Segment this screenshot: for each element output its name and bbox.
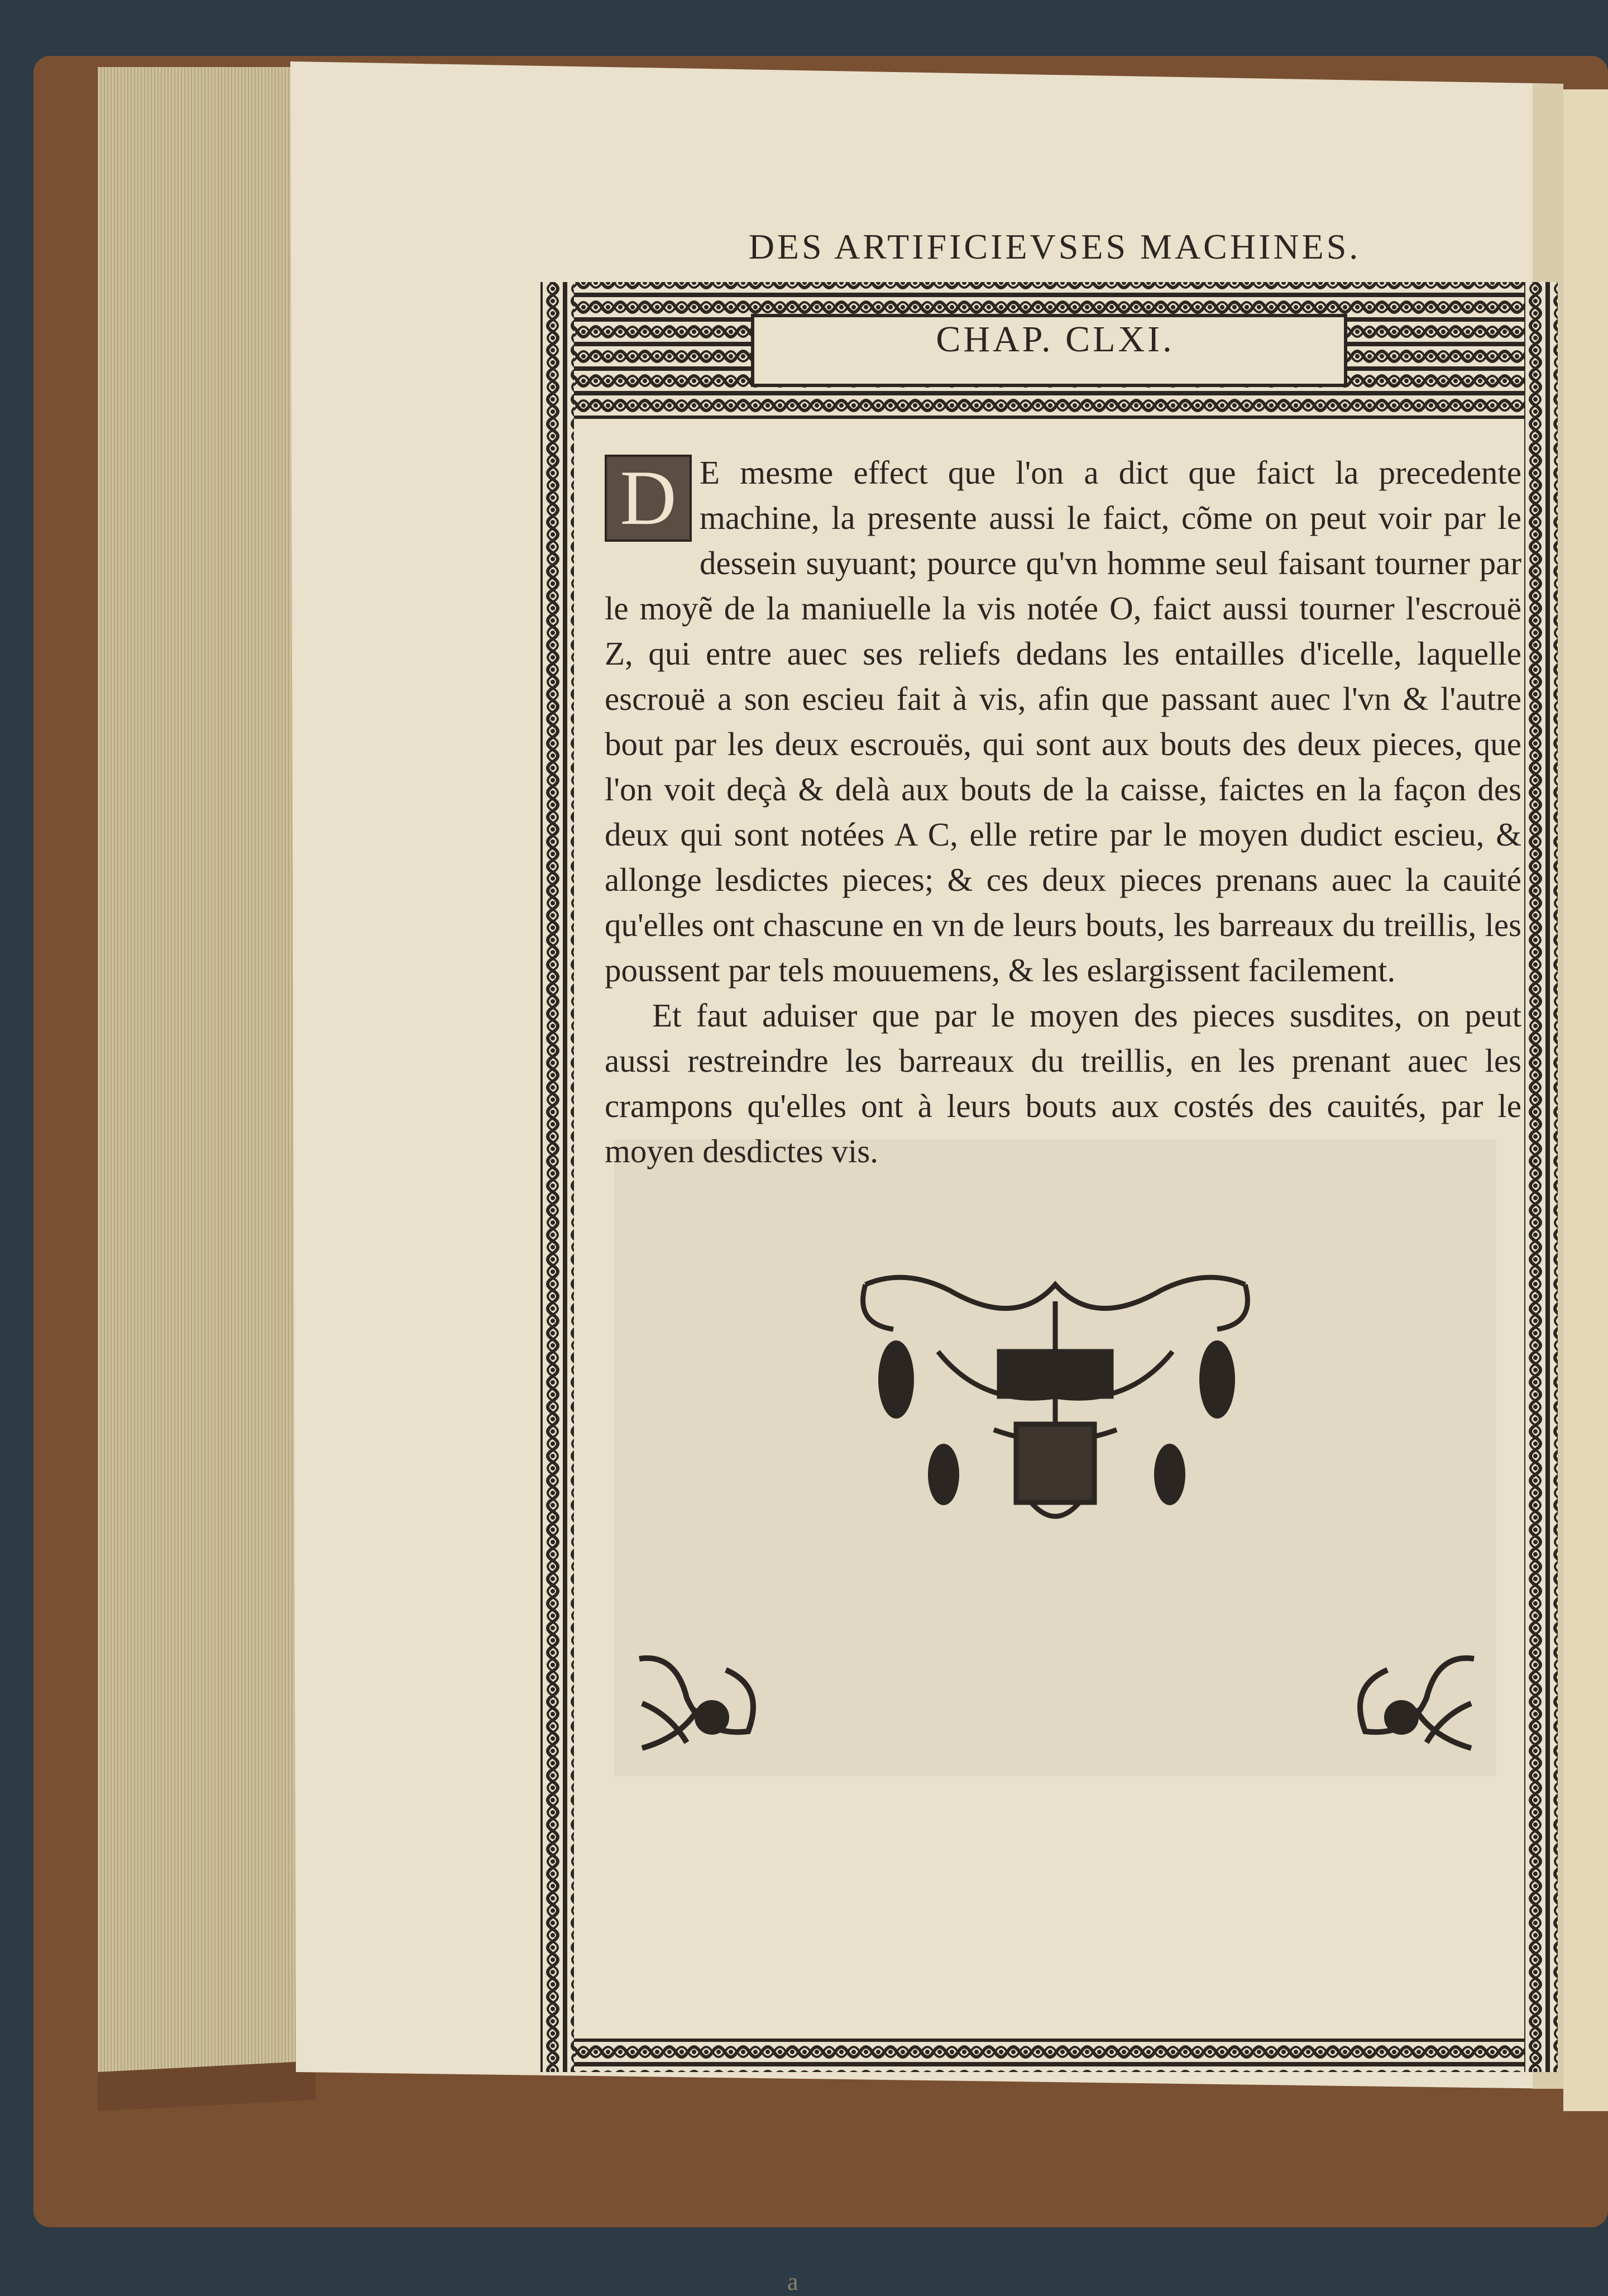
border-top-inner (540, 385, 1558, 419)
page-edges (98, 67, 315, 2072)
paragraph-1 (605, 450, 1521, 993)
drop-cap: D (605, 455, 692, 542)
border-top-outer (540, 282, 1558, 316)
paragraph-1-text: E mesme effect que l'on a dict que faict la precedente machine, la presente aussi le faict, cõme on peut voir par le dessein suyuant; pource qu'vn homme seul faisant tourner par le moyẽ de la maniuelle la vis notée O, faict aussi tourner l'escrouë Z, qui entre auec ses reliefs dedans les entailles d'icelle, laquelle escrouë a son escieu fait à vis, afin que passant auec l'vn & l'autre bout par les deux escrouës, qui sont aux bouts des deux pieces, que l'on voit deçà & delà aux bouts de la caisse, faictes en la façon des deux qui sont notées A C, elle retire par le moyen dudict escieu, & allonge lesdictes pieces; & ces deux pieces prenans auec la cauité qu'elles ont chascune en vn de leurs bouts, les barreaux du treillis, les poussent par tels mouuemens, & les eslargissent facilement. (605, 454, 1521, 989)
border-left (540, 282, 574, 2072)
running-head: DES ARTIFICIEVSES MACHINES. (748, 227, 1361, 266)
paragraph-2: Et faut aduiser que par le moyen des pieces susdites, on peut aussi restreindre les barreaux du treillis, en les prenant auec les crampons qu'elles ont à leurs bouts aux costés des cauités, par le moyen desdictes vis. (605, 997, 1521, 1170)
chapter-body (605, 450, 1521, 1174)
header-ornament-right (1346, 316, 1524, 385)
header-ornament-left (574, 316, 753, 385)
catchword: a (787, 2268, 798, 2295)
facing-page-edge (1563, 89, 1608, 2111)
chapter-title: CHAP. CLXI. (936, 319, 1175, 360)
border-bottom (540, 2039, 1558, 2072)
border-right (1524, 282, 1558, 2072)
